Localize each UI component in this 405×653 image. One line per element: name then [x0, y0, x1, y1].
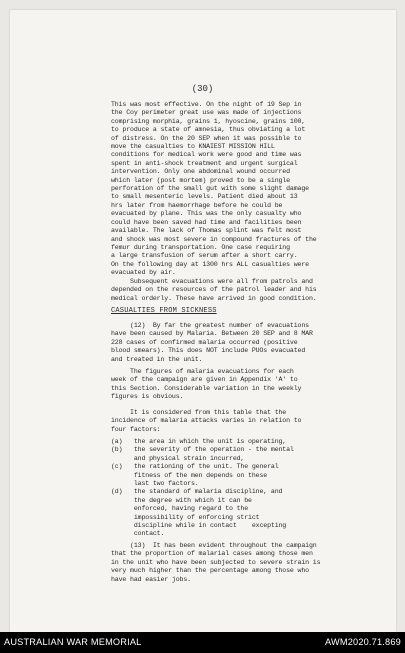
footer-source: AUSTRALIAN WAR MEMORIAL [4, 637, 142, 647]
page-number: (30) [191, 84, 214, 94]
paragraph-four-factors: It is considered from this table that the incidence of malaria attacks varies in relation to four factors: [111, 409, 302, 433]
factors-list: (a) the area in which the unit is operating, (b) the severity of the operation - the mental and physical strain incurred, (c) the rationing of the unit. The general fitness of the men depends on these last two factors. (d) the standard of malaria discipline, and the degree with which it can be enforced, having regard to the impossibility of enforcing strict discipline while in contact excepting contact. [111, 438, 294, 538]
paragraph-malaria-evacuations: (12) By far the greatest number of evacuations have been caused by Malaria. Between 20 SEP and 8 MAR 228 cases of confirmed malaria occurred (positive blood smears). This does NOT include PUOs evacuated and treated in the unit. [111, 322, 313, 363]
section-heading: CASUALTIES FROM SICKNESS [111, 307, 217, 315]
paragraph-subsequent-evacuations: Subsequent evacuations were all from patrols and depended on the resources of the patrol leader and his medical orderly. These have arrived in good condition. [111, 278, 317, 302]
footer-reference: AWM2020.71.869 [324, 637, 401, 647]
footer-bar [0, 632, 405, 653]
paragraph-weekly-figures: The figures of malaria evacuations for each week of the campaign are given in Appendix 'A' to this Section. Considerable variation in the weekly figures is obvious. [111, 368, 302, 401]
paragraph-severe-strain: (13) It has been evident throughout the campaign that the proportion of malarial cases among those men in the unit who have been subjected to severe strain is very much higher than the percentage among those who have had easier jobs. [111, 542, 321, 583]
paragraph-medical-treatment: This was most effective. On the night of 19 Sep in the Coy perimeter great use was made of injections comprising morphia, grains 1, hyoscine, grains 100, to produce a state of amnesia, thus obviating a lot of distress. On the 20 SEP when it was possible to move the casualties to KNAIEST MISSION HILL conditions for medical work were good and time was spent in anti-shock treatment and urgent surgical intervention. Only one abdominal wound occurred which later (post mortem) proved to be a single perforation of the small gut with some slight damage to small mesenteric levels. Patient died about 13 hrs later from haemorrhage before he could be evacuated by plane. This was the only casualty who could have been saved had time and facilities been available. The lack of Thomas splint was felt most and shock was most severe in compound fractures of the femur during transportation. One case requiring a large transfusion of serum after a short carry. On the following day at 1300 hrs ALL casualties were evacuated by air. [111, 101, 317, 277]
